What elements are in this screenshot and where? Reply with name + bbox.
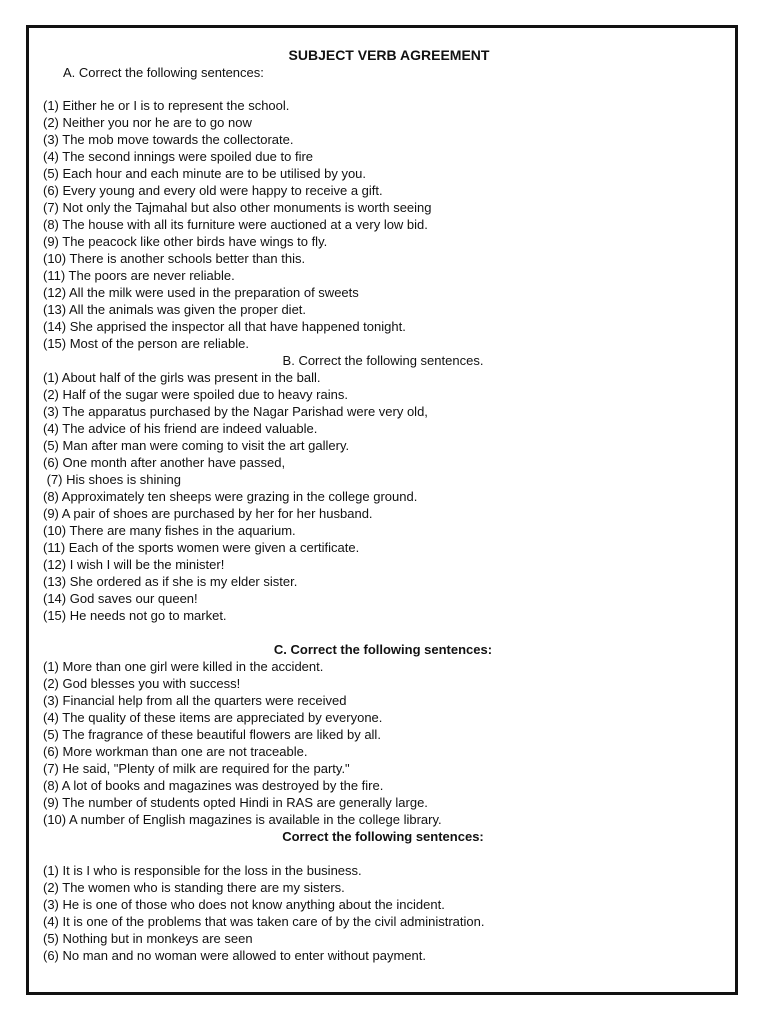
list-item: (7) He said, "Plenty of milk are required for the party." (43, 761, 350, 776)
list-item: (3) The apparatus purchased by the Nagar Parishad were very old, (43, 404, 428, 419)
list-item: (5) Man after man were coming to visit the art gallery. (43, 438, 350, 453)
list-item: (11) The poors are never reliable. (43, 268, 235, 283)
section-a-list (43, 97, 723, 352)
blank-line (43, 624, 723, 641)
list-item: (12) All the milk were used in the preparation of sweets (43, 285, 359, 300)
list-item: (5) Each hour and each minute are to be utilised by you. (43, 166, 367, 181)
section-c-list (43, 658, 723, 828)
list-item: (9) A pair of shoes are purchased by her for her husband. (43, 506, 373, 521)
list-item: (3) He is one of those who does not know anything about the incident. (43, 897, 445, 912)
list-item: (4) It is one of the problems that was taken care of by the civil administration. (43, 914, 485, 929)
list-item: (8) Approximately ten sheeps were grazing in the college ground. (43, 489, 418, 504)
list-item: (14) God saves our queen! (43, 591, 198, 606)
list-item: (15) He needs not go to market. (43, 608, 227, 623)
list-item: (9) The number of students opted Hindi in RAS are generally large. (43, 795, 428, 810)
list-item: (10) There is another schools better than this. (43, 251, 306, 266)
list-item: (8) The house with all its furniture were auctioned at a very low bid. (43, 217, 428, 232)
list-item: (4) The advice of his friend are indeed valuable. (43, 421, 318, 436)
document-title: SUBJECT VERB AGREEMENT (288, 47, 490, 63)
list-item: (1) Either he or I is to represent the school. (43, 98, 290, 113)
blank-line (43, 845, 723, 862)
section-d-list (43, 862, 723, 964)
list-item: (8) A lot of books and magazines was destroyed by the fire. (43, 778, 384, 793)
list-item: (3) The mob move towards the collectorate. (43, 132, 294, 147)
list-item: (15) Most of the person are reliable. (43, 336, 249, 351)
list-item: (4) The second innings were spoiled due to fire (43, 149, 314, 164)
list-item: (2) Half of the sugar were spoiled due to heavy rains. (43, 387, 348, 402)
list-item: (5) Nothing but in monkeys are seen (43, 931, 253, 946)
section-a-heading: A. Correct the following sentences: (63, 65, 264, 80)
list-item: (2) The women who is standing there are my sisters. (43, 880, 345, 895)
list-item: (11) Each of the sports women were given a certificate. (43, 540, 360, 555)
list-item: (5) The fragrance of these beautiful flowers are liked by all. (43, 727, 381, 742)
list-item: (6) No man and no woman were allowed to enter without payment. (43, 948, 426, 963)
section-c-heading: C. Correct the following sentences: (273, 642, 493, 657)
list-item: (10) There are many fishes in the aquarium. (43, 523, 296, 538)
list-item: (1) It is I who is responsible for the loss in the business. (43, 863, 362, 878)
list-item: (1) More than one girl were killed in the accident. (43, 659, 324, 674)
list-item: (3) Financial help from all the quarters were received (43, 693, 347, 708)
section-b-list (43, 369, 723, 624)
list-item: (2) Neither you nor he are to go now (43, 115, 252, 130)
list-item: (6) Every young and every old were happy to receive a gift. (43, 183, 383, 198)
list-item: (6) One month after another have passed, (43, 455, 286, 470)
section-b-heading: B. Correct the following sentences. (282, 353, 484, 368)
list-item: (1) About half of the girls was present in the ball. (43, 370, 321, 385)
list-item: (6) More workman than one are not traceable. (43, 744, 308, 759)
list-item: (13) She ordered as if she is my elder sister. (43, 574, 298, 589)
list-item: (9) The peacock like other birds have wings to fly. (43, 234, 328, 249)
section-d-heading: Correct the following sentences: (282, 829, 484, 844)
list-item: (12) I wish I will be the minister! (43, 557, 225, 572)
list-item: (2) God blesses you with success! (43, 676, 241, 691)
list-item: (13) All the animals was given the proper diet. (43, 302, 307, 317)
list-item: (10) A number of English magazines is available in the college library. (43, 812, 442, 827)
worksheet (43, 46, 723, 964)
list-item: (7) Not only the Tajmahal but also other monuments is worth seeing (43, 200, 432, 215)
list-item: (14) She apprised the inspector all that have happened tonight. (43, 319, 406, 334)
list-item: (4) The quality of these items are appreciated by everyone. (43, 710, 383, 725)
list-item: (7) His shoes is shining (43, 472, 181, 487)
